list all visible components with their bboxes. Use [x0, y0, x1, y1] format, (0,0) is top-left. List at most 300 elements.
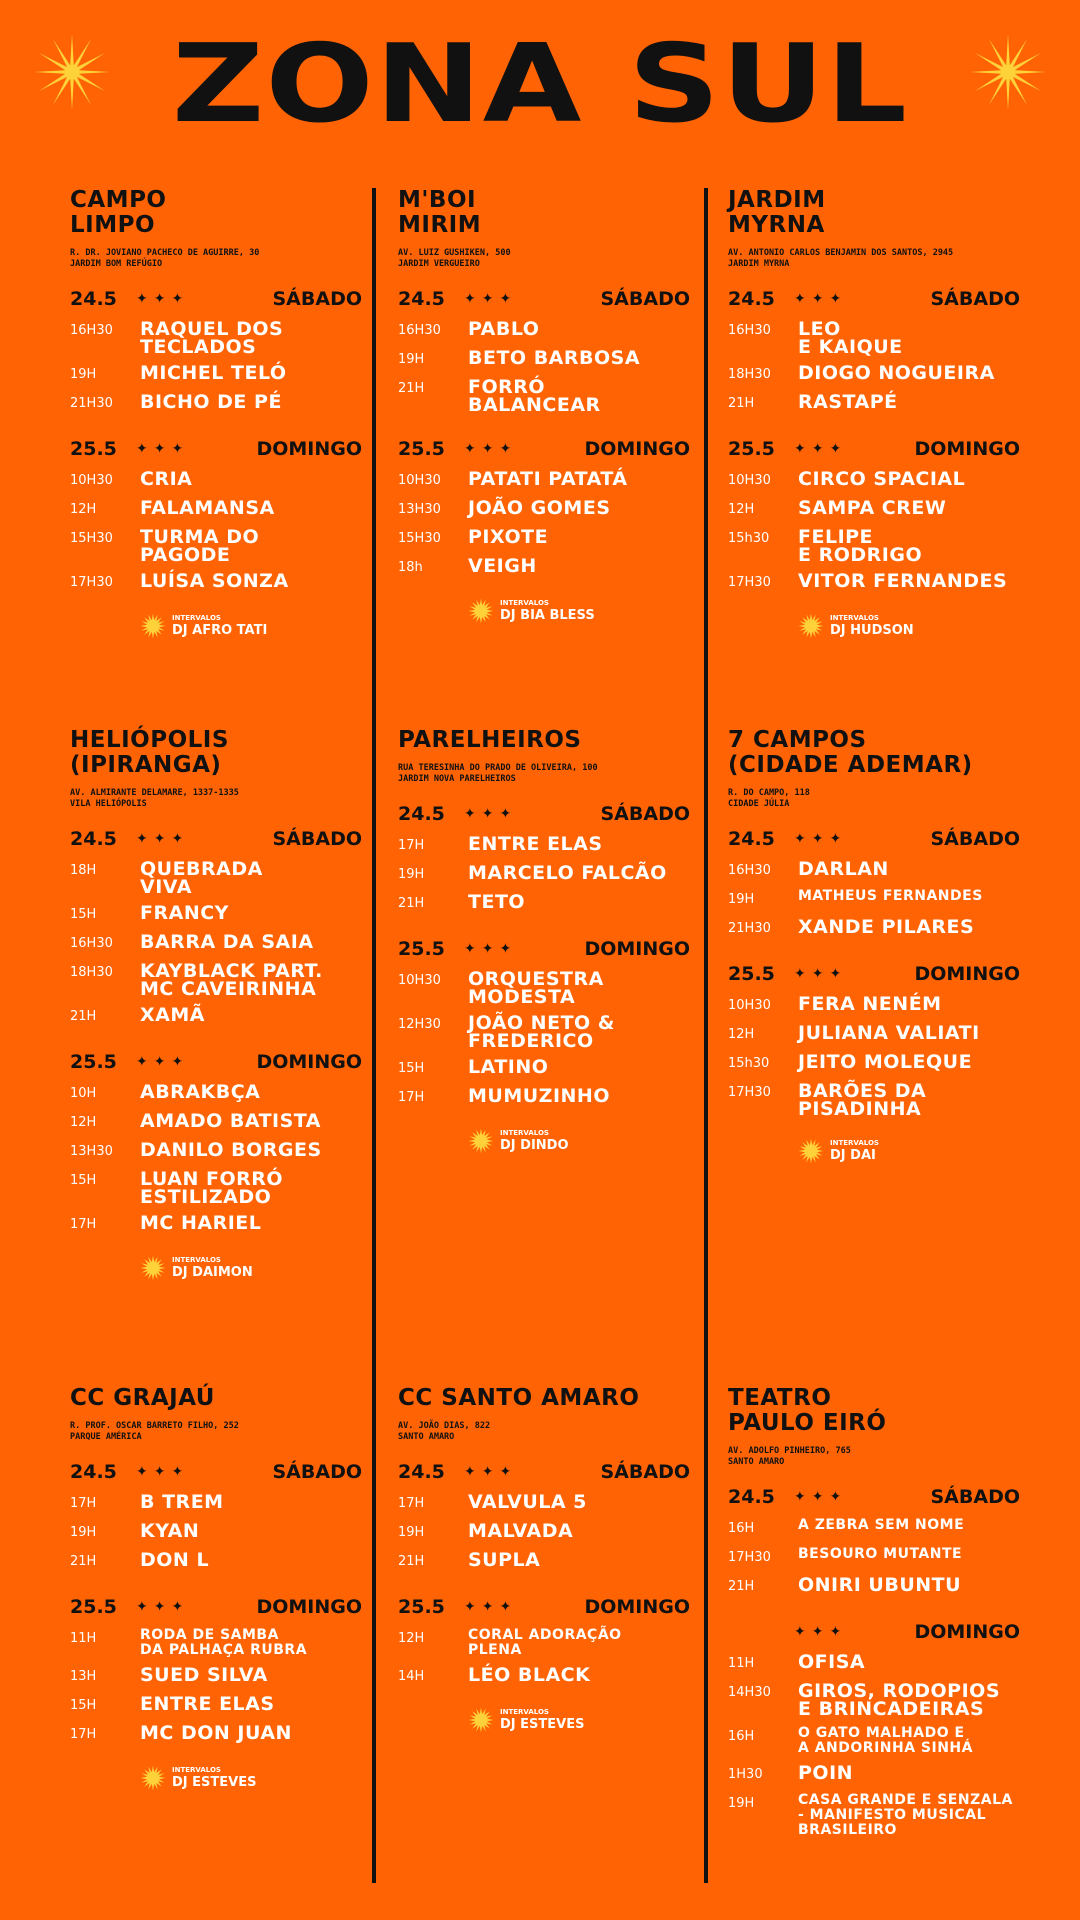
venue-name: M'BOI MIRIM: [398, 187, 482, 238]
act-time: 15H: [398, 1061, 425, 1076]
dj-text: [830, 1139, 879, 1164]
act-name: A ZEBRA SEM NOME: [798, 1517, 965, 1533]
day-name: DOMINGO: [584, 938, 690, 960]
act-name: FELIPE E RODRIGO: [798, 526, 923, 566]
day-header: [728, 826, 1020, 852]
day-stars-icon: ✦✦✦: [136, 1464, 190, 1480]
dj-text: [172, 1766, 256, 1791]
act-name: RODA DE SAMBA DA PALHAÇA RUBRA: [140, 1627, 308, 1658]
day-name: SÁBADO: [930, 288, 1020, 310]
act-row: [70, 528, 362, 564]
venue-block: [70, 1386, 362, 1791]
act-name: JOÃO GOMES: [468, 497, 611, 519]
act-time: 14H30: [728, 1685, 771, 1700]
act-time: 16H30: [728, 863, 771, 878]
dj-name: DJ HUDSON: [830, 622, 914, 638]
day-header: [70, 286, 362, 312]
day-stars-icon: ✦✦✦: [464, 441, 518, 457]
act-row: [398, 1014, 690, 1050]
act-row: [398, 470, 690, 491]
venue-address: R. DO CAMPO, 118 CIDADE JÚLIA: [728, 788, 810, 809]
act-time: 17H: [398, 1496, 425, 1511]
act-time: 21H: [398, 1554, 425, 1569]
day-stars-icon: ✦✦✦: [794, 441, 848, 457]
act-name: DARLAN: [798, 858, 889, 880]
act-name: TETO: [468, 891, 526, 913]
act-time: 16H30: [70, 323, 113, 338]
act-time: 15H: [70, 1173, 97, 1188]
act-time: 18h: [398, 560, 423, 575]
act-row: [398, 528, 690, 549]
day-stars-icon: ✦✦✦: [464, 1464, 518, 1480]
venue-name: JARDIM MYRNA: [728, 187, 826, 238]
act-row: [398, 1522, 690, 1543]
day-name: SÁBADO: [930, 828, 1020, 850]
day-name: SÁBADO: [600, 1461, 690, 1483]
act-name: FRANCY: [140, 902, 229, 924]
day-header: [70, 436, 362, 462]
dj-label: INTERVALOS: [830, 1138, 879, 1147]
act-name: CORAL ADORAÇÃO PLENA: [468, 1627, 622, 1658]
act-name: MALVADA: [468, 1520, 574, 1542]
act-time: 18H: [70, 863, 97, 878]
act-name: BICHO DE PÉ: [140, 391, 282, 413]
sun-icon: [798, 613, 824, 639]
act-row: [728, 364, 1020, 385]
venue-name: 7 CAMPOS (CIDADE ADEMAR): [728, 727, 973, 778]
page-title: ZONA SUL: [171, 22, 909, 147]
day-stars-icon: ✦✦✦: [464, 291, 518, 307]
act-row: [398, 970, 690, 1006]
act-time: 17H30: [728, 1550, 771, 1565]
venue-name: HELIÓPOLIS (IPIRANGA): [70, 727, 229, 778]
act-name: TURMA DO PAGODE: [140, 526, 260, 566]
act-time: 21H: [398, 381, 425, 396]
day-date: 25.5: [398, 938, 445, 960]
day-name: DOMINGO: [914, 963, 1020, 985]
dj-name: DJ AFRO TATI: [172, 622, 268, 638]
act-row: [70, 499, 362, 520]
day-header: [728, 1619, 1020, 1645]
act-row: [70, 1170, 362, 1206]
act-row: [728, 1082, 1020, 1118]
act-row: [70, 1493, 362, 1514]
act-time: 15h30: [728, 531, 770, 546]
venue-block: [398, 728, 690, 1154]
act-time: 17H30: [70, 575, 113, 590]
dj-text: [500, 1129, 569, 1154]
day-date: 24.5: [728, 828, 775, 850]
venue-block: [728, 728, 1020, 1164]
act-row: [398, 893, 690, 914]
dj-interval: [468, 598, 690, 624]
dj-interval: [140, 613, 362, 639]
act-time: 19H: [398, 1525, 425, 1540]
act-name: BARÕES DA PISADINHA: [798, 1080, 927, 1120]
act-name: BARRA DA SAIA: [140, 931, 314, 953]
act-row: [70, 860, 362, 896]
act-time: 15H30: [70, 531, 113, 546]
act-row: [398, 499, 690, 520]
dj-interval: [140, 1765, 362, 1791]
act-time: 15H: [70, 907, 97, 922]
venue-address: R. DR. JOVIANO PACHECO DE AGUIRRE, 30 JARDIM BOM REFÚGIO: [70, 248, 260, 269]
act-name: MUMUZINHO: [468, 1085, 610, 1107]
act-row: [70, 1522, 362, 1543]
act-time: 12H: [728, 1027, 755, 1042]
venue-name: CAMPO LIMPO: [70, 187, 167, 238]
act-name: LATINO: [468, 1056, 549, 1078]
act-name: JULIANA VALIATI: [798, 1022, 980, 1044]
act-time: 12H: [70, 502, 97, 517]
act-time: 13H30: [398, 502, 441, 517]
act-name: XANDE PILARES: [798, 916, 975, 938]
act-name: CIRCO SPACIAL: [798, 468, 966, 490]
act-name: DON L: [140, 1549, 210, 1571]
act-time: 1H30: [728, 1767, 763, 1782]
act-name: VALVULA 5: [468, 1491, 587, 1513]
day-date: 25.5: [728, 963, 775, 985]
dj-interval: [468, 1707, 690, 1733]
act-row: [70, 962, 362, 998]
act-name: DIOGO NOGUEIRA: [798, 362, 995, 384]
day-name: DOMINGO: [584, 438, 690, 460]
act-row: [70, 1083, 362, 1104]
act-time: 12H: [70, 1115, 97, 1130]
act-time: 10H30: [398, 473, 441, 488]
day-date: 24.5: [70, 1461, 117, 1483]
act-name: ORQUESTRA MODESTA: [468, 968, 604, 1008]
dj-text: [172, 1256, 253, 1281]
act-time: 21H30: [70, 396, 113, 411]
act-row: [398, 835, 690, 856]
venue-address: AV. ALMIRANTE DELAMARE, 1337-1335 VILA HELIÓPOLIS: [70, 788, 239, 809]
act-time: 19H: [728, 1796, 755, 1811]
day-name: DOMINGO: [256, 1596, 362, 1618]
act-time: 16H30: [70, 936, 113, 951]
act-row: [70, 1628, 362, 1658]
venue-block: [728, 188, 1020, 639]
day-date: 25.5: [70, 1596, 117, 1618]
day-stars-icon: ✦✦✦: [794, 966, 848, 982]
act-name: PIXOTE: [468, 526, 549, 548]
venue-address: AV. ADOLFO PINHEIRO, 765 SANTO AMARO: [728, 1446, 851, 1467]
act-row: [398, 1551, 690, 1572]
act-row: [398, 378, 690, 414]
day-header: [398, 436, 690, 462]
act-row: [728, 1764, 1020, 1785]
act-time: 18H30: [70, 965, 113, 980]
act-name: DANILO BORGES: [140, 1139, 322, 1161]
dj-name: DJ DINDO: [500, 1137, 569, 1153]
day-name: SÁBADO: [272, 288, 362, 310]
act-name: POIN: [798, 1762, 854, 1784]
day-stars-icon: ✦✦✦: [794, 291, 848, 307]
dj-label: INTERVALOS: [500, 598, 549, 607]
sun-icon: [140, 1255, 166, 1281]
day-header: [728, 1484, 1020, 1510]
dj-text: [830, 614, 914, 639]
venue-address: RUA TERESINHA DO PRADO DE OLIVEIRA, 100 JARDIM NOVA PARELHEIROS: [398, 763, 598, 784]
day-header: [728, 436, 1020, 462]
act-name: JEITO MOLEQUE: [798, 1051, 973, 1073]
act-time: 18H30: [728, 367, 771, 382]
act-time: 17H: [398, 838, 425, 853]
day-date: 25.5: [398, 1596, 445, 1618]
day-stars-icon: ✦✦✦: [794, 1624, 848, 1640]
day-stars-icon: ✦✦✦: [794, 831, 848, 847]
dj-label: INTERVALOS: [500, 1128, 549, 1137]
act-name: KYAN: [140, 1520, 200, 1542]
act-time: 10H30: [70, 473, 113, 488]
dj-name: DJ ESTEVES: [172, 1774, 257, 1790]
venue-block: [398, 1386, 690, 1733]
column-divider-1: [372, 188, 376, 1883]
act-time: 16H: [728, 1521, 755, 1536]
act-row: [728, 320, 1020, 356]
sun-icon: [468, 598, 494, 624]
act-name: FORRÓ BALANCEAR: [468, 376, 601, 416]
act-time: 16H30: [728, 323, 771, 338]
dj-text: [500, 1708, 584, 1733]
venue-block: [70, 188, 362, 639]
act-name: CRIA: [140, 468, 193, 490]
act-time: 11H: [70, 1631, 97, 1646]
act-name: MARCELO FALCÃO: [468, 862, 667, 884]
act-name: CASA GRANDE E SENZALA - MANIFESTO MUSICAL BRASILEIRO: [798, 1792, 1013, 1838]
dj-label: INTERVALOS: [172, 1765, 221, 1774]
act-row: [728, 1547, 1020, 1568]
act-name: FALAMANSA: [140, 497, 275, 519]
act-row: [70, 1112, 362, 1133]
day-date: 25.5: [728, 438, 775, 460]
act-name: VITOR FERNANDES: [798, 570, 1008, 592]
act-time: 17H: [70, 1496, 97, 1511]
act-row: [728, 1576, 1020, 1597]
day-stars-icon: ✦✦✦: [794, 1489, 848, 1505]
act-name: BETO BARBOSA: [468, 347, 641, 369]
act-row: [728, 528, 1020, 564]
day-name: DOMINGO: [914, 1621, 1020, 1643]
act-row: [70, 1551, 362, 1572]
act-row: [728, 860, 1020, 881]
act-name: ENTRE ELAS: [468, 833, 603, 855]
day-header: [70, 1594, 362, 1620]
act-time: 21H: [398, 896, 425, 911]
act-time: 15H30: [398, 531, 441, 546]
act-time: 21H: [70, 1554, 97, 1569]
day-name: SÁBADO: [272, 828, 362, 850]
day-header: [728, 286, 1020, 312]
act-time: 17H30: [728, 1085, 771, 1100]
act-time: 14H: [398, 1669, 425, 1684]
act-name: JOÃO NETO & FREDERICO: [468, 1012, 615, 1052]
sun-icon: [468, 1707, 494, 1733]
day-date: 25.5: [70, 438, 117, 460]
sun-icon: [140, 613, 166, 639]
act-name: BESOURO MUTANTE: [798, 1546, 963, 1562]
dj-name: DJ BIA BLESS: [500, 607, 595, 623]
act-row: [728, 1518, 1020, 1539]
venue-name: CC GRAJAÚ: [70, 1385, 215, 1411]
dj-interval: [468, 1128, 690, 1154]
dj-label: INTERVALOS: [500, 1707, 549, 1716]
act-name: VEIGH: [468, 555, 537, 577]
day-date: 24.5: [70, 288, 117, 310]
day-name: SÁBADO: [600, 803, 690, 825]
act-row: [70, 1724, 362, 1745]
act-time: 12H: [728, 502, 755, 517]
act-row: [70, 1141, 362, 1162]
act-time: 16H30: [398, 323, 441, 338]
day-header: [398, 1594, 690, 1620]
sun-icon: [140, 1765, 166, 1791]
act-row: [728, 1682, 1020, 1718]
act-name: AMADO BATISTA: [140, 1110, 321, 1132]
column-divider-2: [704, 188, 708, 1883]
day-header: [70, 1459, 362, 1485]
act-time: 17H: [70, 1727, 97, 1742]
act-row: [70, 904, 362, 925]
act-time: 10H30: [728, 473, 771, 488]
act-row: [728, 393, 1020, 414]
act-time: 10H: [70, 1086, 97, 1101]
act-row: [728, 1793, 1020, 1838]
act-name: SUED SILVA: [140, 1664, 268, 1686]
act-name: PABLO: [468, 318, 540, 340]
day-date: 24.5: [398, 288, 445, 310]
act-row: [398, 1493, 690, 1514]
act-time: 21H: [70, 1009, 97, 1024]
day-name: DOMINGO: [914, 438, 1020, 460]
act-name: QUEBRADA VIVA: [140, 858, 263, 898]
act-row: [728, 470, 1020, 491]
act-row: [728, 1024, 1020, 1045]
act-row: [398, 864, 690, 885]
act-name: XAMÃ: [140, 1004, 205, 1026]
act-name: MATHEUS FERNANDES: [798, 888, 983, 904]
act-name: ABRAKBÇA: [140, 1081, 261, 1103]
sun-icon: [468, 1128, 494, 1154]
act-row: [70, 393, 362, 414]
act-time: 19H: [398, 867, 425, 882]
sparkle-star-right-icon: [968, 32, 1048, 112]
day-stars-icon: ✦✦✦: [464, 941, 518, 957]
day-stars-icon: ✦✦✦: [136, 291, 190, 307]
dj-interval: [140, 1255, 362, 1281]
act-time: 10H30: [728, 998, 771, 1013]
act-row: [70, 1695, 362, 1716]
venue-name: CC SANTO AMARO: [398, 1385, 640, 1411]
day-header: [728, 961, 1020, 987]
act-row: [398, 1666, 690, 1687]
act-row: [398, 1087, 690, 1108]
act-row: [728, 499, 1020, 520]
act-time: 21H: [728, 396, 755, 411]
act-time: 12H: [398, 1631, 425, 1646]
act-name: LEO E KAIQUE: [798, 318, 903, 358]
day-name: SÁBADO: [272, 1461, 362, 1483]
act-name: ONIRI UBUNTU: [798, 1574, 962, 1596]
dj-label: INTERVALOS: [172, 1255, 221, 1264]
act-row: [728, 1726, 1020, 1756]
act-time: 21H: [728, 1579, 755, 1594]
day-date: 24.5: [728, 288, 775, 310]
day-date: 25.5: [398, 438, 445, 460]
act-name: KAYBLACK PART. MC CAVEIRINHA: [140, 960, 323, 1000]
act-time: 19H: [728, 892, 755, 907]
day-header: [398, 1459, 690, 1485]
day-date: 24.5: [728, 1486, 775, 1508]
act-name: MICHEL TELÓ: [140, 362, 287, 384]
day-stars-icon: ✦✦✦: [136, 1599, 190, 1615]
act-name: GIROS, RODOPIOS E BRINCADEIRAS: [798, 1680, 1000, 1720]
day-name: DOMINGO: [584, 1596, 690, 1618]
act-time: 19H: [398, 352, 425, 367]
act-row: [728, 889, 1020, 910]
act-time: 21H30: [728, 921, 771, 936]
act-time: 12H30: [398, 1017, 441, 1032]
act-time: 17H30: [728, 575, 771, 590]
act-row: [70, 572, 362, 593]
day-stars-icon: ✦✦✦: [464, 806, 518, 822]
day-date: 25.5: [70, 1051, 117, 1073]
act-name: FERA NENÉM: [798, 993, 942, 1015]
dj-name: DJ DAIMON: [172, 1264, 253, 1280]
act-row: [398, 320, 690, 341]
act-row: [398, 349, 690, 370]
act-time: 19H: [70, 1525, 97, 1540]
venue-name: TEATRO PAULO EIRÓ: [728, 1385, 887, 1436]
act-time: 17H: [398, 1090, 425, 1105]
act-time: 11H: [728, 1656, 755, 1671]
day-stars-icon: ✦✦✦: [136, 1054, 190, 1070]
act-time: 13H: [70, 1669, 97, 1684]
dj-name: DJ DAI: [830, 1147, 876, 1163]
dj-name: DJ ESTEVES: [500, 1716, 585, 1732]
day-header: [398, 286, 690, 312]
act-name: MC DON JUAN: [140, 1722, 292, 1744]
act-time: 17H: [70, 1217, 97, 1232]
act-time: 19H: [70, 367, 97, 382]
venue-block: [70, 728, 362, 1281]
act-name: LUAN FORRÓ ESTILIZADO: [140, 1168, 284, 1208]
venue-address: R. PROF. OSCAR BARRETO FILHO, 252 PARQUE AMÉRICA: [70, 1421, 239, 1442]
act-row: [728, 572, 1020, 593]
act-row: [70, 1666, 362, 1687]
day-date: 24.5: [398, 1461, 445, 1483]
act-name: LUÍSA SONZA: [140, 570, 289, 592]
venue-address: AV. JOÃO DIAS, 822 SANTO AMARO: [398, 1421, 491, 1442]
act-row: [70, 933, 362, 954]
day-name: SÁBADO: [930, 1486, 1020, 1508]
dj-text: [500, 599, 595, 624]
act-name: ENTRE ELAS: [140, 1693, 275, 1715]
act-name: B TREM: [140, 1491, 224, 1513]
venue-name: PARELHEIROS: [398, 727, 582, 753]
act-time: 15h30: [728, 1056, 770, 1071]
act-name: SAMPA CREW: [798, 497, 947, 519]
day-date: 24.5: [398, 803, 445, 825]
act-name: PATATI PATATÁ: [468, 468, 628, 490]
dj-label: INTERVALOS: [172, 613, 221, 622]
act-time: 15H: [70, 1698, 97, 1713]
act-name: RASTAPÉ: [798, 391, 898, 413]
act-row: [70, 364, 362, 385]
act-time: 10H30: [398, 973, 441, 988]
dj-interval: [798, 613, 1020, 639]
act-name: O GATO MALHADO E A ANDORINHA SINHÁ: [798, 1725, 973, 1756]
